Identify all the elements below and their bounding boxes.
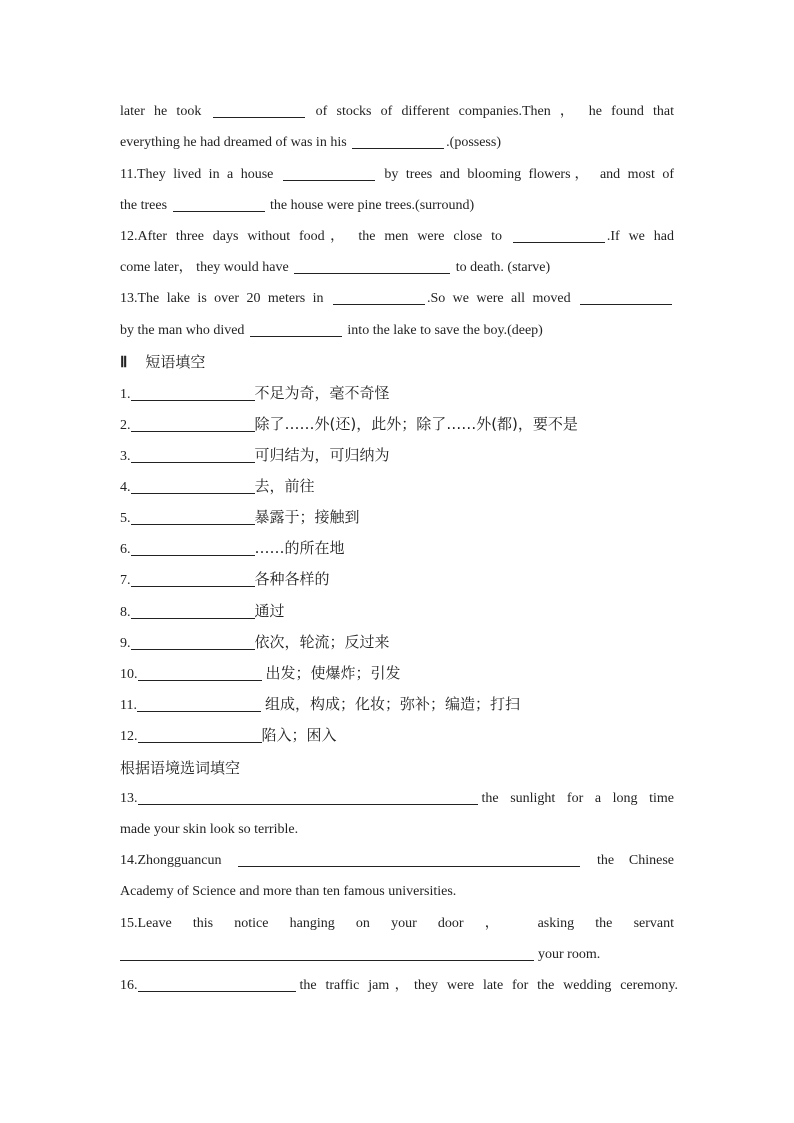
line-11b: the trees the house were pine trees.(surround) bbox=[120, 198, 475, 213]
blank[interactable] bbox=[131, 479, 255, 494]
blank[interactable] bbox=[283, 166, 375, 181]
blank[interactable] bbox=[138, 977, 296, 992]
line-c13b: made your skin look so terrible. bbox=[120, 822, 299, 837]
blank[interactable] bbox=[173, 197, 265, 212]
line-13b: by the man who dived into the lake to save the boy.(deep) bbox=[120, 323, 543, 338]
line-c13a: 13. the sunlight for a long time bbox=[120, 791, 674, 806]
blank[interactable] bbox=[513, 228, 605, 243]
blank[interactable] bbox=[131, 510, 255, 525]
phrase-item: 9. 依次，轮流；反过来 bbox=[120, 633, 390, 651]
blank[interactable] bbox=[131, 572, 255, 587]
blank[interactable] bbox=[131, 386, 255, 401]
blank[interactable] bbox=[138, 666, 262, 681]
blank[interactable] bbox=[333, 290, 425, 305]
phrase-item: 11. 组成，构成；化妆；弥补；编造；打扫 bbox=[120, 695, 520, 713]
phrase-item: 10. 出发；使爆炸；引发 bbox=[120, 664, 401, 682]
phrase-item: 6. ……的所在地 bbox=[120, 539, 345, 557]
phrase-item: 7. 各种各样的 bbox=[120, 570, 330, 588]
phrase-item: 4. 去，前往 bbox=[120, 477, 315, 495]
context-heading: 根据语境选词填空 bbox=[120, 759, 241, 777]
phrase-item: 8. 通过 bbox=[120, 602, 285, 620]
blank[interactable] bbox=[250, 322, 342, 337]
line-13a: 13.The lake is over 20 meters in .So we were all moved bbox=[120, 288, 674, 310]
line-12b: come later， they would have to death. (starve) bbox=[120, 260, 551, 275]
line-c14b: Academy of Science and more than ten famous universities. bbox=[120, 884, 457, 899]
blank[interactable] bbox=[131, 541, 255, 556]
phrase-item: 5. 暴露于；接触到 bbox=[120, 508, 360, 526]
line-c14a: 14.Zhongguancun the Chinese bbox=[120, 853, 674, 868]
section-2-heading: Ⅱ 短语填空 bbox=[120, 353, 206, 371]
blank[interactable] bbox=[131, 635, 255, 650]
blank[interactable] bbox=[138, 728, 262, 743]
line-c15b: your room. bbox=[120, 944, 674, 966]
blank[interactable] bbox=[238, 852, 580, 867]
line-12a: 12.After three days without food， the men were close to .If we had bbox=[120, 229, 674, 244]
line-c16a: 16. the traffic jam，they were late for the wedding ceremony. bbox=[120, 978, 678, 993]
phrase-item: 1. 不足为奇，毫不奇怪 bbox=[120, 384, 390, 402]
line-11a: 11.They lived in a house by trees and blooming flowers， and most of bbox=[120, 167, 674, 182]
blank[interactable] bbox=[131, 448, 255, 463]
blank[interactable] bbox=[131, 604, 255, 619]
line-10b: everything he had dreamed of was in his .(possess) bbox=[120, 135, 501, 150]
blank[interactable] bbox=[580, 290, 672, 305]
blank[interactable] bbox=[120, 946, 534, 961]
blank[interactable] bbox=[131, 417, 255, 432]
phrase-item: 3. 可归结为，可归纳为 bbox=[120, 446, 390, 464]
phrase-item: 12. 陷入；困入 bbox=[120, 726, 337, 744]
blank[interactable] bbox=[352, 134, 444, 149]
blank[interactable] bbox=[213, 103, 305, 118]
blank[interactable] bbox=[137, 697, 261, 712]
phrase-item: 2. 除了……外(还)，此外；除了……外(都)，要不是 bbox=[120, 415, 578, 433]
blank[interactable] bbox=[138, 790, 478, 805]
blank[interactable] bbox=[294, 259, 450, 274]
line-c15a: 15.Leave this notice hanging on your door ， asking the servant bbox=[120, 916, 674, 931]
line-10a: later he took of stocks of different companies.Then ， he found that bbox=[120, 104, 674, 119]
